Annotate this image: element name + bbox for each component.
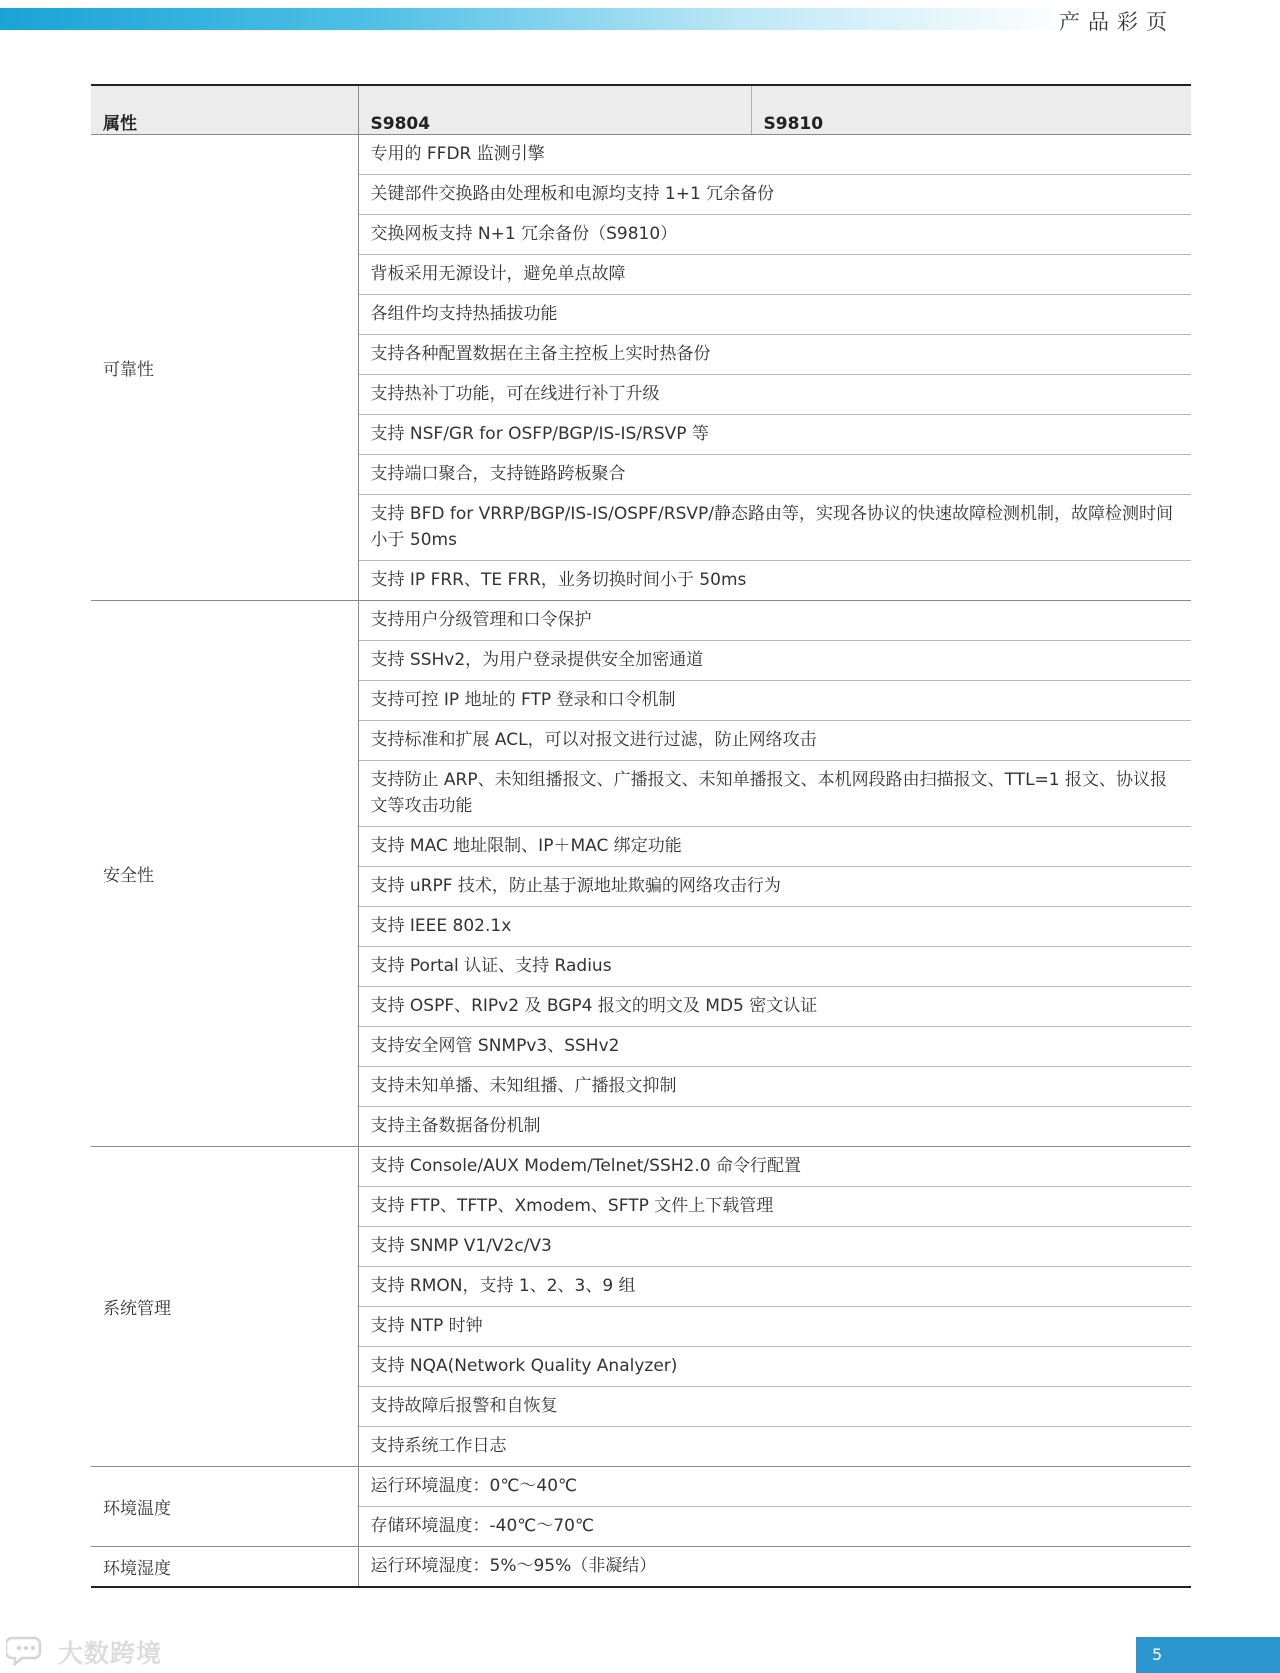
feature-cell: 支持系统工作日志 xyxy=(358,1427,1191,1467)
feature-cell: 支持 Portal 认证、支持 Radius xyxy=(358,947,1191,987)
feature-cell: 关键部件交换路由处理板和电源均支持 1+1 冗余备份 xyxy=(358,175,1191,215)
feature-cell: 支持主备数据备份机制 xyxy=(358,1107,1191,1147)
page-number: 5 xyxy=(1152,1645,1163,1664)
table-row xyxy=(91,135,1191,175)
feature-cell: 支持 NSF/GR for OSFP/BGP/IS-IS/RSVP 等 xyxy=(358,415,1191,455)
feature-cell: 存储环境温度：-40℃～70℃ xyxy=(358,1507,1191,1547)
feature-cell: 支持 OSPF、RIPv2 及 BGP4 报文的明文及 MD5 密文认证 xyxy=(358,987,1191,1027)
table-row xyxy=(91,1147,1191,1187)
watermark-text: 大数跨境 xyxy=(58,1639,163,1668)
feature-cell: 支持用户分级管理和口令保护 xyxy=(358,601,1191,641)
spec-table-body xyxy=(91,135,1191,1588)
category-cell: 环境湿度 xyxy=(91,1547,358,1588)
feature-cell: 支持未知单播、未知组播、广播报文抑制 xyxy=(358,1067,1191,1107)
watermark xyxy=(6,1634,162,1670)
feature-cell: 支持 SNMP V1/V2c/V3 xyxy=(358,1227,1191,1267)
feature-cell: 支持防止 ARP、未知组播报文、广播报文、未知单播报文、本机网段路由扫描报文、TTL=1 报文、协议报文等攻击功能 xyxy=(358,761,1191,827)
feature-cell: 支持 IEEE 802.1x xyxy=(358,907,1191,947)
feature-cell: 支持各种配置数据在主备主控板上实时热备份 xyxy=(358,335,1191,375)
feature-cell: 支持 Console/AUX Modem/Telnet/SSH2.0 命令行配置 xyxy=(358,1147,1191,1187)
feature-cell: 运行环境温度：0℃～40℃ xyxy=(358,1467,1191,1507)
table-row xyxy=(91,1467,1191,1507)
feature-cell: 支持 SSHv2，为用户登录提供安全加密通道 xyxy=(358,641,1191,681)
table-row xyxy=(91,601,1191,641)
category-cell: 可靠性 xyxy=(91,135,358,601)
feature-cell: 支持 uRPF 技术，防止基于源地址欺骗的网络攻击行为 xyxy=(358,867,1191,907)
category-cell: 系统管理 xyxy=(91,1147,358,1467)
feature-cell: 支持可控 IP 地址的 FTP 登录和口令机制 xyxy=(358,681,1191,721)
feature-cell: 支持 IP FRR、TE FRR，业务切换时间小于 50ms xyxy=(358,561,1191,601)
category-cell: 安全性 xyxy=(91,601,358,1147)
feature-cell: 支持 MAC 地址限制、IP＋MAC 绑定功能 xyxy=(358,827,1191,867)
feature-cell: 支持 BFD for VRRP/BGP/IS-IS/OSPF/RSVP/静态路由等，实现各协议的快速故障检测机制，故障检测时间小于 50ms xyxy=(358,495,1191,561)
feature-cell: 支持端口聚合，支持链路跨板聚合 xyxy=(358,455,1191,495)
header-accent-bar xyxy=(0,8,1070,30)
feature-cell: 支持 NTP 时钟 xyxy=(358,1307,1191,1347)
table-header-row xyxy=(91,85,1191,135)
feature-cell: 各组件均支持热插拔功能 xyxy=(358,295,1191,335)
feature-cell: 支持 RMON，支持 1、2、3、9 组 xyxy=(358,1267,1191,1307)
column-header-attribute: 属性 xyxy=(91,85,358,135)
feature-cell: 支持标准和扩展 ACL，可以对报文进行过滤，防止网络攻击 xyxy=(358,721,1191,761)
page-number-box xyxy=(1136,1637,1280,1673)
feature-cell: 专用的 FFDR 监测引擎 xyxy=(358,135,1191,175)
feature-cell: 支持热补丁功能，可在线进行补丁升级 xyxy=(358,375,1191,415)
feature-cell: 支持 NQA(Network Quality Analyzer) xyxy=(358,1347,1191,1387)
feature-cell: 支持安全网管 SNMPv3、SSHv2 xyxy=(358,1027,1191,1067)
chat-bubble-logo-icon xyxy=(6,1634,50,1670)
table-row xyxy=(91,1547,1191,1588)
feature-cell: 支持故障后报警和自恢复 xyxy=(358,1387,1191,1427)
page-header-title: 产品彩页 xyxy=(1059,10,1175,34)
feature-cell: 运行环境湿度：5%～95%（非凝结） xyxy=(358,1547,1191,1588)
feature-cell: 支持 FTP、TFTP、Xmodem、SFTP 文件上下载管理 xyxy=(358,1187,1191,1227)
category-cell: 环境温度 xyxy=(91,1467,358,1547)
column-header-s9804: S9804 xyxy=(358,85,751,135)
column-header-s9810: S9810 xyxy=(751,85,1191,135)
feature-cell: 背板采用无源设计，避免单点故障 xyxy=(358,255,1191,295)
spec-table xyxy=(91,84,1191,1588)
feature-cell: 交换网板支持 N+1 冗余备份（S9810） xyxy=(358,215,1191,255)
